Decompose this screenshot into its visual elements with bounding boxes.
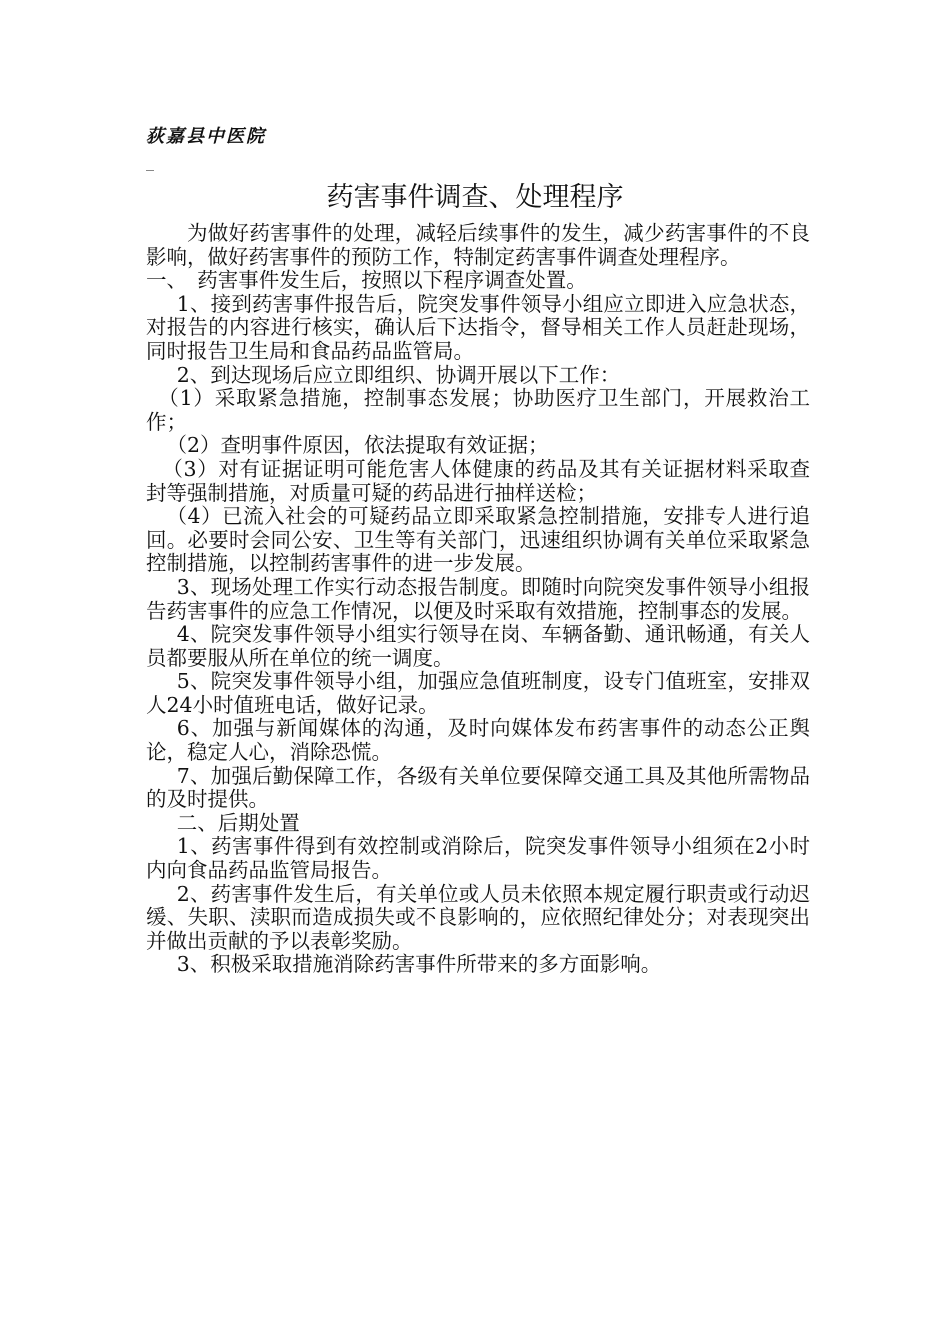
paragraph: 2、到达现场后应立即组织、协调开展以下工作：: [176, 362, 621, 387]
document-body: [146, 222, 810, 977]
paragraph: （2）查明事件原因，依法提取有效证据；: [166, 433, 549, 458]
paragraph: 为做好药害事件的处理，减轻后续事件的发生，减少药害事件的不良影响，做好药害事件的预防工作，特制定药害事件调查处理程序。: [146, 221, 810, 269]
paragraph: 3、现场处理工作实行动态报告制度。即随时向院突发事件领导小组报告药害事件的应急工作情况，以便及时采取有效措施，控制事态的发展。: [146, 574, 810, 623]
paragraph: 3、积极采取措施消除药害事件所带来的多方面影响。: [176, 952, 662, 977]
organization-name: 荻嘉县中医院: [146, 126, 266, 147]
paragraph: 1、药害事件得到有效控制或消除后，院突发事件领导小组须在2小时内向食品药品监管局报告。: [146, 834, 810, 883]
paragraph: 2、药害事件发生后，有关单位或人员未依照本规定履行职责或行动迟缓、失职、渎职而造成损失或不良影响的，应依照纪律处分；对表现突出并做出贡献的予以表彰奖励。: [146, 881, 810, 953]
paragraph: 7、加强后勤保障工作，各级有关单位要保障交通工具及其他所需物品的及时提供。: [146, 763, 810, 812]
header-divider: [146, 170, 154, 171]
paragraph: （1）采取紧急措施，控制事态发展；协助医疗卫生部门，开展救治工作；: [146, 386, 810, 434]
paragraph: （4）已流入社会的可疑药品立即采取紧急控制措施，安排专人进行追回。必要时会同公安、卫生等有关部门，迅速组织协调有关单位采取紧急控制措施，以控制药害事件的进一步发展。: [146, 504, 810, 576]
paragraph: 1、接到药害事件报告后，院突发事件领导小组应立即进入应急状态，对报告的内容进行核实，确认后下达指令，督导相关工作人员赶赴现场，同时报告卫生局和食品药品监管局。: [146, 291, 810, 363]
document-title: 药害事件调查、处理程序: [326, 182, 624, 213]
paragraph: 5、院突发事件领导小组，加强应急值班制度，设专门值班室，安排双人24小时值班电话，做好记录。: [146, 669, 810, 717]
paragraph: 二、后期处置: [176, 810, 300, 835]
paragraph: 4、院突发事件领导小组实行领导在岗、车辆备勤、通讯畅通，有关人员都要服从所在单位的统一调度。: [146, 622, 810, 670]
paragraph: 一、 药害事件发生后，按照以下程序调查处置。: [146, 268, 587, 293]
paragraph: 6、加强与新闻媒体的沟通，及时向媒体发布药害事件的动态公正舆论，稳定人心，消除恐慌。: [146, 716, 810, 765]
paragraph: （3）对有证据证明可能危害人体健康的药品及其有关证据材料采取查封等强制措施，对质量可疑的药品进行抽样送检；: [146, 456, 810, 505]
